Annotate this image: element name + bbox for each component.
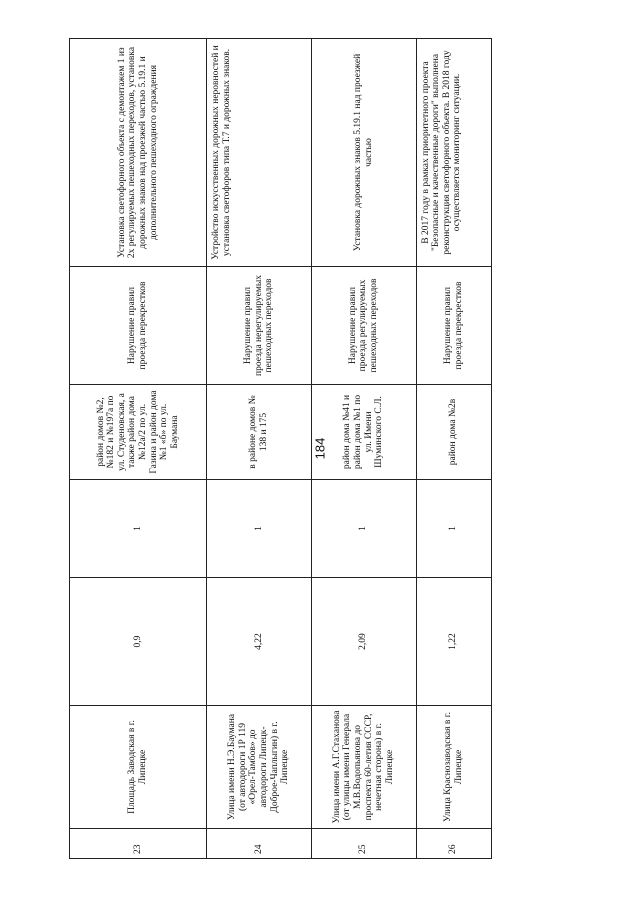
length-cell: 2,09 xyxy=(311,578,416,706)
table-row xyxy=(311,39,416,859)
street-cell: Улица Краснозаводская в г. Липецке xyxy=(416,706,491,829)
measures-cell: В 2017 году в рамках приоритетного проекта "Безопасные и качественные дороги" выполнена реконструкция светофорного объекта. В 2018 году осуществляется мониторинг ситуации. xyxy=(416,39,491,267)
row-number: 24 xyxy=(207,829,312,859)
row-number: 23 xyxy=(70,829,207,859)
rotated-table-area xyxy=(69,39,492,859)
table-row xyxy=(207,39,312,859)
violation-cell: Нарушение правил проезда перекрестков xyxy=(70,267,207,385)
row-number: 25 xyxy=(311,829,416,859)
row-number: 26 xyxy=(416,829,491,859)
table-container xyxy=(69,39,492,859)
street-cell: Улица имени Н.Э.Баумана (от автодороги 1Р 119 «Орел-Тамбов» до автодороги Липецк-Доброе-Чаплыгин) в г. Липецке xyxy=(207,706,312,829)
location-cell: район дома №41 и район дома №1 по ул. Имени Шуминского С.Л. xyxy=(311,385,416,480)
count-cell: 1 xyxy=(70,480,207,578)
measures-cell: Установка дорожных знаков 5.19.1 над проезжей частью xyxy=(311,39,416,267)
street-cell: Улица имени А.Г.Стаханова (от улицы имени Генерала М.В.Водопьянова до проспекта 60-летия СССР, нечетная сторона) в г. Липецке xyxy=(311,706,416,829)
length-cell: 1,22 xyxy=(416,578,491,706)
measures-cell: Установка светофорного объекта с демонтажем 1 из 2х регулируемых пешеходных переходов, установка дорожных знаков над проезжей частью 5.19.1 и дополнительного пешеходного ограждения xyxy=(70,39,207,267)
table-row xyxy=(416,39,491,859)
count-cell: 1 xyxy=(311,480,416,578)
violation-cell: Нарушение правил проезда регулируемых пешеходных переходов xyxy=(311,267,416,385)
violation-cell: Нарушение правил проезда нерегулируемых пешеходных переходов xyxy=(207,267,312,385)
location-cell: район домов №2, №182 и №197а по ул. Студеновская, а также район дома №12а/2 по ул. Газина и район дома №1 «б» по ул. Баумана xyxy=(70,385,207,480)
location-cell: в районе домов № 138 и 175 xyxy=(207,385,312,480)
street-cell: Площадь Заводская в г. Липецке xyxy=(70,706,207,829)
table-row xyxy=(70,39,207,859)
count-cell: 1 xyxy=(207,480,312,578)
measures-cell: Устройство искусственных дорожных неровностей и установка светофоров типа Т.7 и дорожных знаков. xyxy=(207,39,312,267)
violation-cell: Нарушение правил проезда перекрестков xyxy=(416,267,491,385)
roads-table xyxy=(69,38,492,859)
location-cell: район дома №2в xyxy=(416,385,491,480)
length-cell: 0,9 xyxy=(70,578,207,706)
count-cell: 1 xyxy=(416,480,491,578)
page-number: 184 xyxy=(312,437,328,460)
length-cell: 4,22 xyxy=(207,578,312,706)
